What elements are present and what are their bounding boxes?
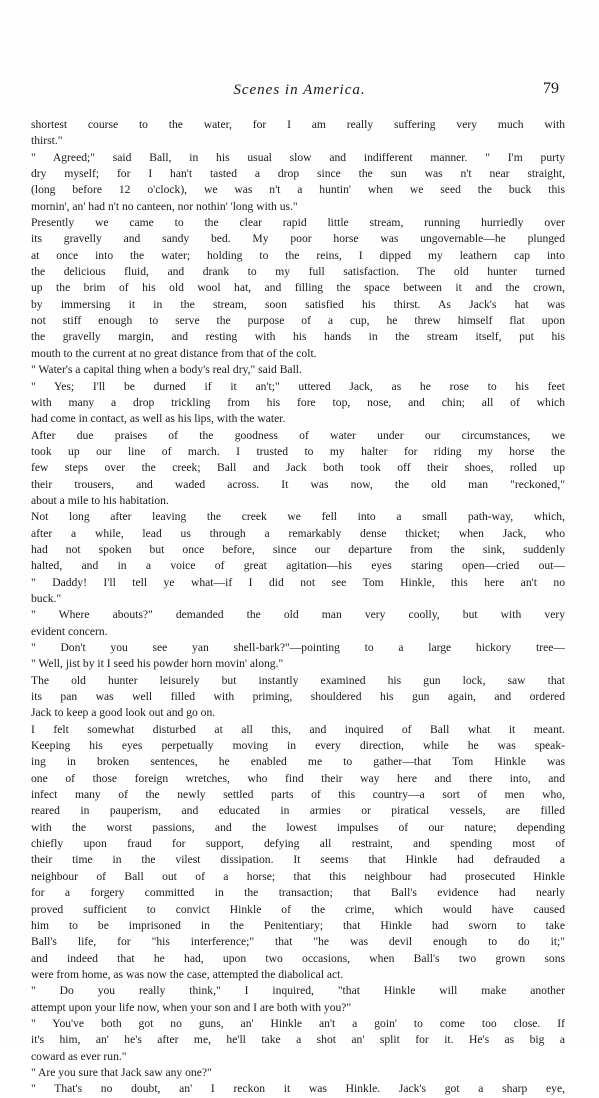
- text-line: After due praises of the goodness of water under our circumstances, we: [31, 428, 565, 442]
- text-line: " Do you really think," I inquired, "that Hinkle will make another: [31, 984, 565, 998]
- text-line: " Daddy! I'll tell ye what—if I did not see Tom Hinkle, this here an't no: [31, 575, 565, 589]
- text-line: reared in pauperism, and educated in armies or piratical vessels, are filled: [31, 804, 565, 818]
- body-text: [31, 117, 565, 1098]
- text-line: not stiff enough to serve the purpose of a cup, he threw himself flat upon: [31, 314, 565, 328]
- text-line: dry myself; for I han't tasted a drop since the sun was n't near straight,: [31, 167, 565, 181]
- text-line: mornin', an' had n't no canteen, nor nothin' 'long with us.": [31, 199, 298, 213]
- text-line: coward as ever run.": [31, 1049, 127, 1063]
- text-line: infect many of the newly settled parts of this country—a sort of men who,: [31, 788, 565, 802]
- text-line: him to be imprisoned in the Penitentiary; that Hinkle had sworn to take: [31, 918, 565, 932]
- text-line: its pan was well filled with priming, shouldered his gun again, and ordered: [31, 690, 565, 704]
- text-line: Ball's life, for "his interference;" that "he was devil enough to do it;": [31, 935, 565, 949]
- text-line: Jack to keep a good look out and go on.: [31, 706, 216, 720]
- text-line: had not spoken but once before, since our departure from the sink, suddenly: [31, 542, 565, 556]
- text-line: " Yes; I'll be durned if it an't;" uttered Jack, as he rose to his feet: [31, 379, 565, 393]
- text-line: proved sufficient to convict Hinkle of the crime, which would have caused: [31, 902, 565, 916]
- text-line: their time in the vilest dissipation. It seems that Hinkle had defrauded a: [31, 853, 565, 867]
- text-line: The old hunter leisurely but instantly examined his gun lock, saw that: [31, 673, 565, 687]
- running-title: Scenes in America.: [233, 82, 366, 98]
- text-line: " Where abouts?" demanded the old man very coolly, but with very: [31, 608, 565, 622]
- text-line: with the worst passions, and the lowest impulses of our nature; depending: [31, 820, 565, 834]
- text-line: (long before 12 o'clock), we was n't a huntin' when we seed the buck this: [31, 183, 565, 197]
- text-line: neighbour of Ball out of a horse; that this neighbour had prosecuted Hinkle: [31, 869, 565, 883]
- text-line: took up our line of march. I trusted to my halter for riding my horse the: [31, 444, 565, 458]
- text-line: and indeed that he had, upon two occasions, when Ball's two grown sons: [31, 951, 565, 965]
- text-line: " Don't you see yan shell-bark?"—pointing to a large hickory tree—: [31, 641, 565, 654]
- text-line: its gravelly and sandy bed. My poor horse was ungovernable—he plunged: [31, 232, 565, 246]
- text-line: the gravelly margin, and resting with his hands in the stream itself, put his: [31, 330, 565, 344]
- text-line: ing in broken sentences, he enabled me to gather—that Tom Hinkle was: [31, 755, 565, 769]
- text-line: their trousers, and waded across. It was now, the old man "reckoned,": [31, 477, 565, 491]
- text-line: by immersing it in the stream, soon satisfied his thirst. As Jack's hat was: [31, 297, 565, 311]
- text-line: the delicious fluid, and drank to my full satisfaction. The old hunter turned: [31, 265, 565, 279]
- text-line: " Water's a capital thing when a body's real dry," said Ball.: [31, 363, 302, 377]
- text-line: thirst.": [31, 134, 63, 148]
- text-line: at once into the water; holding to the reins, I dipped my leathern cap into: [31, 248, 565, 262]
- text-line: I felt somewhat disturbed at all this, and inquired of Ball what it meant.: [31, 722, 565, 736]
- text-line: Not long after leaving the creek we fell into a small path-way, which,: [31, 510, 565, 524]
- text-line: after a while, lead us through a remarkably dense thicket; when Jack, who: [31, 526, 565, 540]
- text-line: for a forgery committed in the transaction; that Ball's evidence had nearly: [31, 886, 565, 900]
- text-line: " Well, jist by it I seed his powder horn movin' along.": [31, 657, 284, 671]
- page-number: 79: [543, 80, 559, 97]
- text-line: Keeping his eyes perpetually moving in every direction, while he was speak-: [31, 739, 565, 753]
- text-line: about a mile to his habitation.: [31, 493, 169, 507]
- text-line: had come in contact, as well as his lips, with the water.: [31, 412, 286, 426]
- text-line: Presently we came to the clear rapid little stream, running hurriedly over: [31, 216, 565, 230]
- text-line: " That's no doubt, an' I reckon it was Hinkle. Jack's got a sharp eye,: [31, 1082, 565, 1096]
- text-line: few steps over the creek; Ball and Jack both took off their shoes, rolled up: [31, 461, 565, 475]
- text-line: buck.": [31, 591, 62, 605]
- text-line: " Are you sure that Jack saw any one?": [31, 1065, 212, 1079]
- text-line: chiefly upon fraud for support, defying all restraint, and spending most of: [31, 837, 565, 851]
- text-line: attempt upon your life now, when your son and I are both with you?": [31, 1000, 352, 1014]
- text-line: one of those foreign wretches, who find their way here and there into, and: [31, 771, 565, 785]
- text-line: it's him, an' he's after me, he'll take a shot an' split for it. He's as big a: [31, 1033, 565, 1047]
- text-line: mouth to the current at no great distance from that of the colt.: [31, 346, 317, 360]
- text-line: were from home, as was now the case, attempted the diabolical act.: [31, 967, 344, 981]
- text-line: evident concern.: [31, 624, 108, 638]
- text-line: up the brim of his old wool hat, and filling the space between it and the crown,: [31, 281, 565, 295]
- text-line: shortest course to the water, for I am really suffering very much with: [31, 118, 565, 131]
- text-line: halted, and in a voice of great agitation—his eyes staring open—cried out—: [31, 559, 565, 573]
- text-line: " You've both got no guns, an' Hinkle an't a goin' to come too close. If: [31, 1016, 565, 1030]
- text-line: " Agreed;" said Ball, in his usual slow and indifferent manner. " I'm purty: [31, 150, 565, 164]
- text-line: with many a drop trickling from his fore top, nose, and chin; all of which: [31, 395, 565, 409]
